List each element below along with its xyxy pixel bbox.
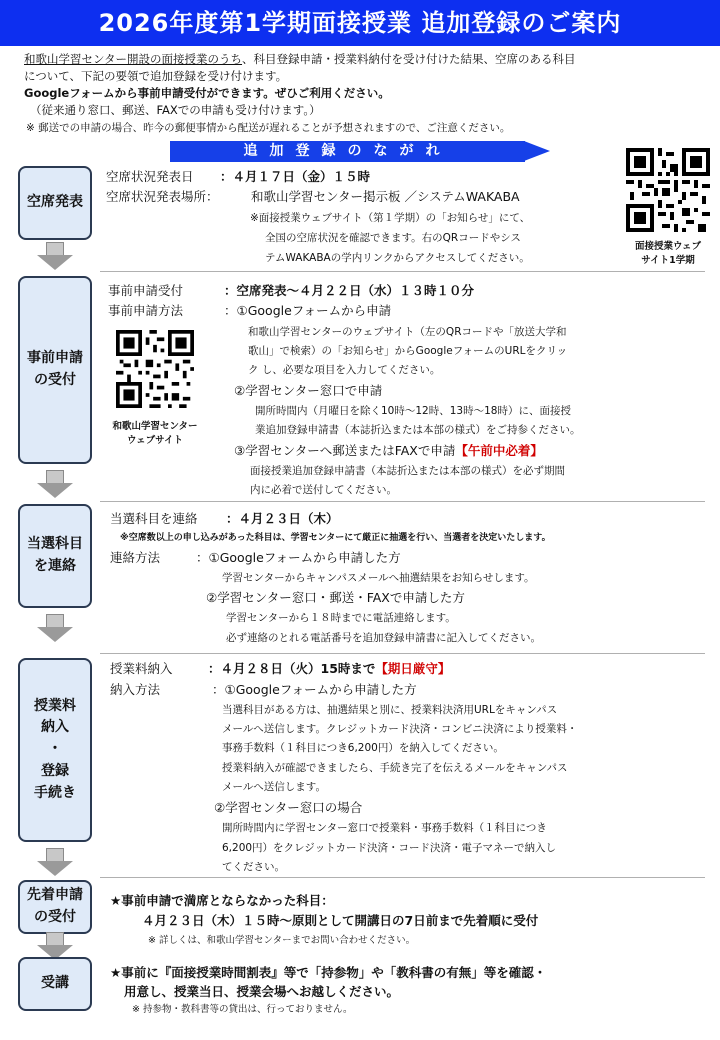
step-vacancy-announcement: [18, 166, 92, 240]
down-arrow-icon: [37, 614, 73, 642]
qr1-caption-1: 面接授業ウェブ: [634, 241, 702, 252]
s1-date-label: 空席状況発表日: [106, 169, 194, 184]
s1-place-label: 空席状況発表場所：: [106, 189, 219, 204]
section-divider: [100, 653, 705, 654]
section-divider: [100, 271, 705, 272]
s2-method-label: 事前申請方法: [108, 303, 184, 318]
qr1-caption-2: サイト1学期: [641, 255, 695, 266]
s6-text-1: ★事前に『面接授業時間割表』等で「持参物」や「教科書の有無」等を確認・: [110, 965, 547, 980]
s3-method-2: ②学習センター窓口・郵送・FAXで申請した方: [206, 590, 465, 605]
s4-method-1: ：①Googleフォームから申請した方: [212, 682, 417, 697]
s3-text-3: 必ず連絡のとれる電話番号を追加登録申請書に記入してください。: [226, 632, 541, 644]
down-arrow-icon: [37, 848, 73, 876]
s4-text-1: 当選科目がある方は、抽選結果と別に、授業料決済用URLをキャンパス: [222, 704, 558, 716]
s4-text-3: 事務手数料（１科目につき6,200円）を納入してください。: [222, 742, 504, 754]
qr-code-icon: [116, 330, 194, 408]
s4-text-7: 6,200円）をクレジットカード決済・コード決済・電子マネーで納入し: [222, 842, 556, 854]
down-arrow-icon: [37, 242, 73, 270]
step-5-label: 先着申請 の受付: [27, 887, 83, 925]
intro-note: ※ 郵送での申請の場合、昨今の郵便事情から配送が遅れることが予想されますので、ご注意ください。: [26, 122, 511, 134]
qr-code-center-website[interactable]: [116, 330, 194, 408]
intro-underlined: 和歌山学習センター開設の面接授業のうち: [24, 52, 243, 66]
step-first-come-application: [18, 880, 92, 934]
intro-line-2: について、下記の要領で追加登録を受け付けます。: [24, 69, 288, 83]
s2-text-5: 業追加登録申請書（本誌折込または本部の様式）をご持参ください。: [255, 424, 581, 436]
s1-note-2: 全国の空席状況を確認できます。右のQRコードやシス: [265, 232, 521, 244]
step-6-label: 受講: [41, 975, 69, 992]
intro-line-4: （従来通り窓口、郵送、FAXでの申請も受け付けます。）: [30, 103, 321, 117]
s4-text-5: メールへ送信します。: [222, 781, 326, 793]
s1-note-1: ※面接授業ウェブサイト（第１学期）の「お知らせ」にて、: [250, 212, 531, 224]
s2-method-2: ②学習センター窓口で申請: [234, 383, 383, 398]
section-divider: [100, 501, 705, 502]
s3-method-1: ：①Googleフォームから申請した方: [196, 550, 401, 565]
s4-deadline-value: ：４月２８日（火）15時まで: [208, 661, 376, 676]
s2-period-label: 事前申請受付: [108, 283, 184, 298]
flow-banner-arrow-icon: [524, 141, 550, 161]
s3-method-label: 連絡方法: [110, 550, 161, 565]
s4-text-6: 開所時間内に学習センター窓口で授業料・事務手数料（１科目につき: [222, 822, 547, 834]
qr-code-wakaba[interactable]: [626, 148, 710, 232]
step-1-label: 空席発表: [27, 194, 83, 211]
step-2-label: 事前申請 の受付: [27, 350, 83, 388]
qr-code-icon: [626, 148, 710, 232]
s4-deadline-label: 授業料納入: [110, 661, 173, 676]
s2-method-3: [234, 441, 543, 459]
s2-period-value: ：空席発表～４月２２日（水）１３時１０分: [224, 283, 475, 298]
step-4-label: 授業料 納入 ・ 登録 手続き: [34, 697, 76, 801]
step-tuition-payment: [18, 658, 92, 842]
section-divider: [100, 877, 705, 878]
qr2-caption-1: 和歌山学習センター: [112, 421, 198, 432]
s3-date-value: ：４月２３日（木）: [226, 511, 339, 526]
s2-method-1: ：①Googleフォームから申請: [224, 303, 392, 318]
s3-text-1: 学習センターからキャンパスメールへ抽選結果をお知らせします。: [222, 572, 535, 584]
s3-text-2: 学習センターから１８時までに電話連絡します。: [226, 612, 456, 624]
s5-heading: ★事前申請で満席とならなかった科目：: [110, 893, 334, 908]
intro-line-1-rest: 、科目登録申請・授業料納付を受け付けた結果、空席のある科目: [242, 52, 576, 66]
s4-text-4: 授業料納入が確認できましたら、手続き完了を伝えるメールをキャンパス: [222, 762, 568, 774]
s5-note: ※ 詳しくは、和歌山学習センターまでお問い合わせください。: [148, 935, 416, 946]
s4-strict-badge: 【期日厳守】: [375, 661, 451, 676]
s4-deadline: [208, 659, 450, 677]
s6-text-2: 用意し、授業当日、授業会場へお越しください。: [124, 984, 400, 999]
step-winner-notification: [18, 504, 92, 608]
s4-method-2: ②学習センター窓口の場合: [214, 800, 363, 815]
s1-note-3: テムWAKABAの学内リンクからアクセスしてください。: [265, 252, 530, 264]
s5-period: ４月２３日（木）１５時～原則として開講日の7日前まで先着順に受付: [142, 913, 539, 928]
s1-date-value: ：４月１７日（金）１５時: [220, 169, 371, 184]
s2-text-7: 内に必着で送付してください。: [250, 484, 397, 496]
qr2-caption-2: ウェブサイト: [127, 435, 183, 446]
s2-text-6: 面接授業追加登録申請書（本誌折込または本部の様式）を必ず期間: [250, 465, 565, 477]
s3-lottery-note: ※空席数以上の申し込みがあった科目は、学習センターにて厳正に抽選を行い、当選者を決定いたします。: [120, 533, 551, 543]
s2-method-3-text: ③学習センターへ郵送またはFAXで申請: [234, 443, 456, 458]
intro-line-1: [24, 51, 576, 67]
s2-text-3: ク し、必要な項目を入力してください。: [248, 364, 441, 376]
step-3-label: 当選科目 を連絡: [27, 536, 83, 574]
s2-text-4: 開所時間内（月曜日を除く10時～12時、13時～18時）に、面接授: [255, 405, 571, 417]
s4-text-2: メールへ送信します。クレジットカード決済・コンビニ決済により授業料・: [222, 723, 578, 735]
s3-date-label: 当選科目を連絡: [110, 511, 198, 526]
s2-deadline-badge: 【午前中必着】: [455, 443, 543, 458]
s6-note: ※ 持参物・教科書等の貸出は、行っておりません。: [132, 1004, 353, 1015]
s4-text-8: てください。: [222, 861, 285, 873]
s1-place-value: 和歌山学習センター掲示板 ／システムWAKABA: [251, 189, 520, 204]
step-advance-application: [18, 276, 92, 464]
flow-banner: 追加登録のながれ: [170, 141, 525, 162]
down-arrow-icon: [37, 470, 73, 498]
down-arrow-icon: [37, 932, 73, 960]
intro-line-3: Googleフォームから事前申請受付ができます。ぜひご利用ください。: [24, 86, 390, 100]
step-attend-class: [18, 957, 92, 1011]
s2-text-1: 和歌山学習センターのウェブサイト（左のQRコードや「放送大学和: [248, 326, 567, 338]
page-title: 2026年度第1学期面接授業 追加登録のご案内: [0, 0, 720, 46]
s2-text-2: 歌山」で検索）の「お知らせ」からGoogleフォームのURLをクリッ: [248, 345, 568, 357]
s4-method-label: 納入方法: [110, 682, 161, 697]
